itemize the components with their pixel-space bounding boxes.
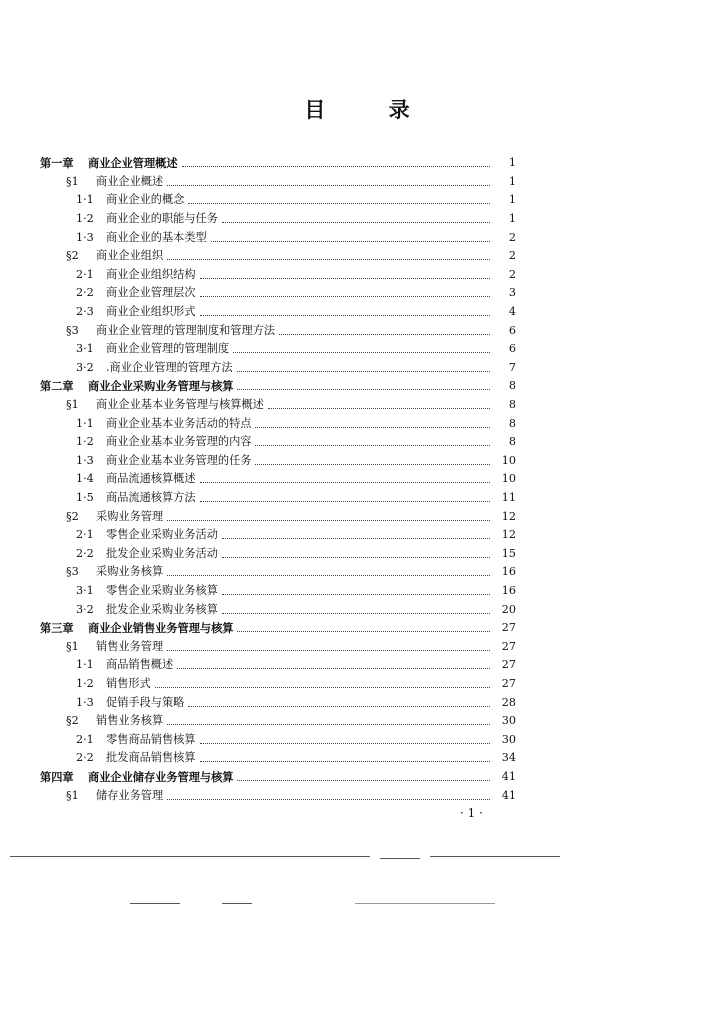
toc-dot-leader [177,667,490,669]
toc-entry-page: 6 [508,323,516,337]
toc-entry-number: §2 [66,509,79,523]
toc-dot-leader [255,463,490,465]
toc-entry-number: 1·1 [76,193,94,207]
toc-entry [0,712,714,731]
toc-entry [0,731,714,750]
toc-entry-page: 12 [501,528,516,542]
toc-dot-leader [222,593,490,595]
toc-entry [0,228,714,247]
toc-entry [0,563,714,582]
toc-entry-page: 30 [501,732,516,746]
toc-entry-page: 11 [501,491,516,505]
toc-entry-number: §1 [66,639,79,653]
toc-entry-title: 销售形式 [106,677,151,691]
toc-entry-number: 1·2 [76,435,94,449]
toc-dot-leader [222,556,490,558]
toc-entry-number: 1·1 [76,416,94,430]
toc-entry-title: 商业企业管理的管理制度 [106,342,230,356]
toc-entry-page: 1 [508,212,516,226]
toc-entry [0,396,714,415]
toc-dot-leader [167,184,490,186]
toc-dot-leader [222,612,490,614]
toc-dot-leader [255,426,490,428]
toc-dot-leader [237,630,490,632]
toc-entry [0,452,714,471]
toc-entry [0,433,714,452]
toc-entry [0,414,714,433]
toc-entry-title: 商业企业组织形式 [106,305,196,319]
toc-dot-leader [200,500,490,502]
toc-entry [0,266,714,285]
toc-entry-number: §2 [66,249,79,263]
toc-entry-number: 第三章 [40,621,74,636]
toc-dot-leader [222,221,490,223]
toc-entry-title: 商业企业管理的管理制度和管理方法 [96,323,276,337]
toc-entry-page: 8 [508,435,516,449]
toc-dot-leader [167,723,490,725]
toc-entry-page: 16 [501,565,516,579]
toc-entry-number: 第一章 [40,156,74,171]
toc-entry-title: 批发企业采购业务核算 [106,602,218,616]
toc-entry-number: 2·2 [76,546,94,560]
toc-entry-title: 商品流通核算概述 [106,472,196,486]
toc-entry-page: 34 [501,751,516,765]
toc-entry-number: §1 [66,788,79,802]
toc-entry-number: 2·1 [76,267,94,281]
scan-artifact-line [430,856,560,857]
toc-entry-number: 3·1 [76,584,94,598]
toc-entry-page: 4 [508,305,516,319]
toc-entry [0,173,714,192]
toc-entry [0,693,714,712]
toc-entry [0,600,714,619]
toc-entry-title: 商业企业基本业务活动的特点 [106,416,252,430]
toc-dot-leader [279,333,490,335]
toc-entry-page: 27 [501,621,516,635]
toc-entry-title: 商业企业组织结构 [106,267,196,281]
toc-dot-leader [167,258,490,260]
toc-entry-number: 第二章 [40,379,74,394]
toc-entry-page: 15 [501,546,516,560]
toc-entry-page: 2 [508,230,516,244]
toc-entry-title: 零售企业采购业务核算 [106,584,218,598]
toc-dot-leader [211,240,490,242]
toc-entry-title: 销售业务核算 [96,714,164,728]
toc-entry-page: 30 [501,714,516,728]
toc-entry [0,210,714,229]
scan-artifact-line [380,858,420,859]
toc-entry-number: 1·5 [76,491,94,505]
toc-entry-page: 1 [508,193,516,207]
toc-entry-number: 1·2 [76,677,94,691]
toc-entry-title: 商业企业组织 [96,249,164,263]
toc-entry-number: 1·3 [76,453,94,467]
toc-entry [0,656,714,675]
toc-entry-page: 1 [508,156,516,170]
toc-dot-leader [233,351,490,353]
toc-entry [0,377,714,396]
scan-artifact-line [130,903,180,904]
toc-entry-title: 销售业务管理 [96,639,164,653]
toc-entry-page: 6 [508,342,516,356]
toc-entry [0,526,714,545]
toc-dot-leader [237,388,490,390]
toc-entry-title: 商业企业的基本类型 [106,230,207,244]
toc-entry [0,321,714,340]
toc-dot-leader [155,686,490,688]
toc-entry-title: 商业企业基本业务管理的任务 [106,453,252,467]
toc-dot-leader [200,314,490,316]
toc-entry-title: 商业企业采购业务管理与核算 [88,379,234,394]
scan-artifact-line [10,856,370,857]
toc-entry-title: 采购业务核算 [96,565,164,579]
toc-entry-title: 商品流通核算方法 [106,491,196,505]
toc-entry-number: 3·1 [76,342,94,356]
toc-entry [0,470,714,489]
toc-entry-page: 8 [508,416,516,430]
toc-dot-leader [222,537,490,539]
toc-entry-page: 1 [508,174,516,188]
toc-entry-title: 商业企业管理概述 [88,156,178,171]
toc-entry [0,507,714,526]
toc-entry-page: 27 [501,639,516,653]
page-title: 目 录 [304,97,438,122]
toc-entry [0,489,714,508]
toc-entry-number: 1·1 [76,658,94,672]
toc-dot-leader [167,574,490,576]
toc-entry-title: 商业企业管理层次 [106,286,196,300]
toc-entry-page: 28 [501,695,516,709]
toc-entry-number: 2·2 [76,286,94,300]
toc-entry-number: 1·3 [76,230,94,244]
toc-entry [0,284,714,303]
toc-entry-title: 商品销售概述 [106,658,174,672]
toc-entry-title: 商业企业的职能与任务 [106,212,218,226]
toc-entry-page: 10 [501,453,516,467]
toc-entry [0,768,714,787]
toc-entry-number: 1·2 [76,212,94,226]
scan-artifact-line [222,903,252,904]
toc-dot-leader [200,481,490,483]
toc-entry-title: 批发商品销售核算 [106,751,196,765]
toc-dot-leader [167,649,490,651]
toc-entry-number: §2 [66,714,79,728]
toc-entry [0,340,714,359]
toc-entry-title: 零售商品销售核算 [106,732,196,746]
toc-entry-title: 商业企业储存业务管理与核算 [88,770,234,785]
toc-entry-number: 2·2 [76,751,94,765]
toc-entry [0,154,714,173]
toc-dot-leader [188,202,490,204]
toc-entry-title: 商业企业概述 [96,174,164,188]
toc-dot-leader [255,444,490,446]
toc-entry [0,749,714,768]
toc-entry [0,582,714,601]
toc-entry-number: 3·2 [76,602,94,616]
toc-entry-title: 采购业务管理 [96,509,164,523]
toc-entry-page: 8 [508,398,516,412]
toc-entry-title: 商业企业基本业务管理与核算概述 [96,398,264,412]
toc-dot-leader [200,742,490,744]
toc-entry-page: 27 [501,677,516,691]
toc-entry-title: 商业企业销售业务管理与核算 [88,621,234,636]
toc-entry [0,619,714,638]
toc-entry [0,247,714,266]
toc-entry-page: 20 [501,602,516,616]
toc-entry-number: 1·3 [76,695,94,709]
toc-entry [0,786,714,805]
toc-entry-title: 批发企业采购业务活动 [106,546,218,560]
toc-entry-page: 41 [501,788,516,802]
toc-entry-number: §1 [66,174,79,188]
toc-entry-number: 2·1 [76,732,94,746]
scan-artifact-line [355,903,495,904]
toc-dot-leader [200,760,490,762]
toc-entry-title: .商业企业管理的管理方法 [106,360,233,374]
page-number: · 1 · [460,806,483,820]
toc-entry-page: 41 [501,770,516,784]
toc-dot-leader [188,705,490,707]
toc-entry-title: 储存业务管理 [96,788,164,802]
toc-entry-number: 1·4 [76,472,94,486]
toc-entry-title: 商业企业的概念 [106,193,185,207]
toc-entry [0,675,714,694]
toc-entry-page: 8 [508,379,516,393]
toc-entry-page: 27 [501,658,516,672]
toc-entry-page: 16 [501,584,516,598]
toc-entry-page: 2 [508,267,516,281]
toc-dot-leader [182,165,490,167]
toc-dot-leader [268,407,490,409]
toc-entry-page: 7 [508,360,516,374]
toc-entry [0,545,714,564]
toc-entry-number: 第四章 [40,770,74,785]
toc-entry-number: 2·1 [76,528,94,542]
toc-dot-leader [167,798,490,800]
toc-entry [0,638,714,657]
toc-entry-page: 10 [501,472,516,486]
toc-entry-number: 3·2 [76,360,94,374]
toc-entry-title: 促销手段与策略 [106,695,185,709]
toc-dot-leader [200,295,490,297]
toc-entry [0,303,714,322]
toc-dot-leader [167,519,490,521]
toc-entry [0,359,714,378]
toc-entry-page: 2 [508,249,516,263]
toc-entry-number: §3 [66,323,79,337]
toc-entry-title: 零售企业采购业务活动 [106,528,218,542]
toc-entry-number: 2·3 [76,305,94,319]
toc-dot-leader [237,779,490,781]
toc-entry-number: §3 [66,565,79,579]
toc-entry-title: 商业企业基本业务管理的内容 [106,435,252,449]
toc-entry-page: 12 [501,509,516,523]
toc-dot-leader [237,370,490,372]
toc-entry-number: §1 [66,398,79,412]
toc-entry [0,191,714,210]
toc-entry-page: 3 [508,286,516,300]
toc-dot-leader [200,277,490,279]
